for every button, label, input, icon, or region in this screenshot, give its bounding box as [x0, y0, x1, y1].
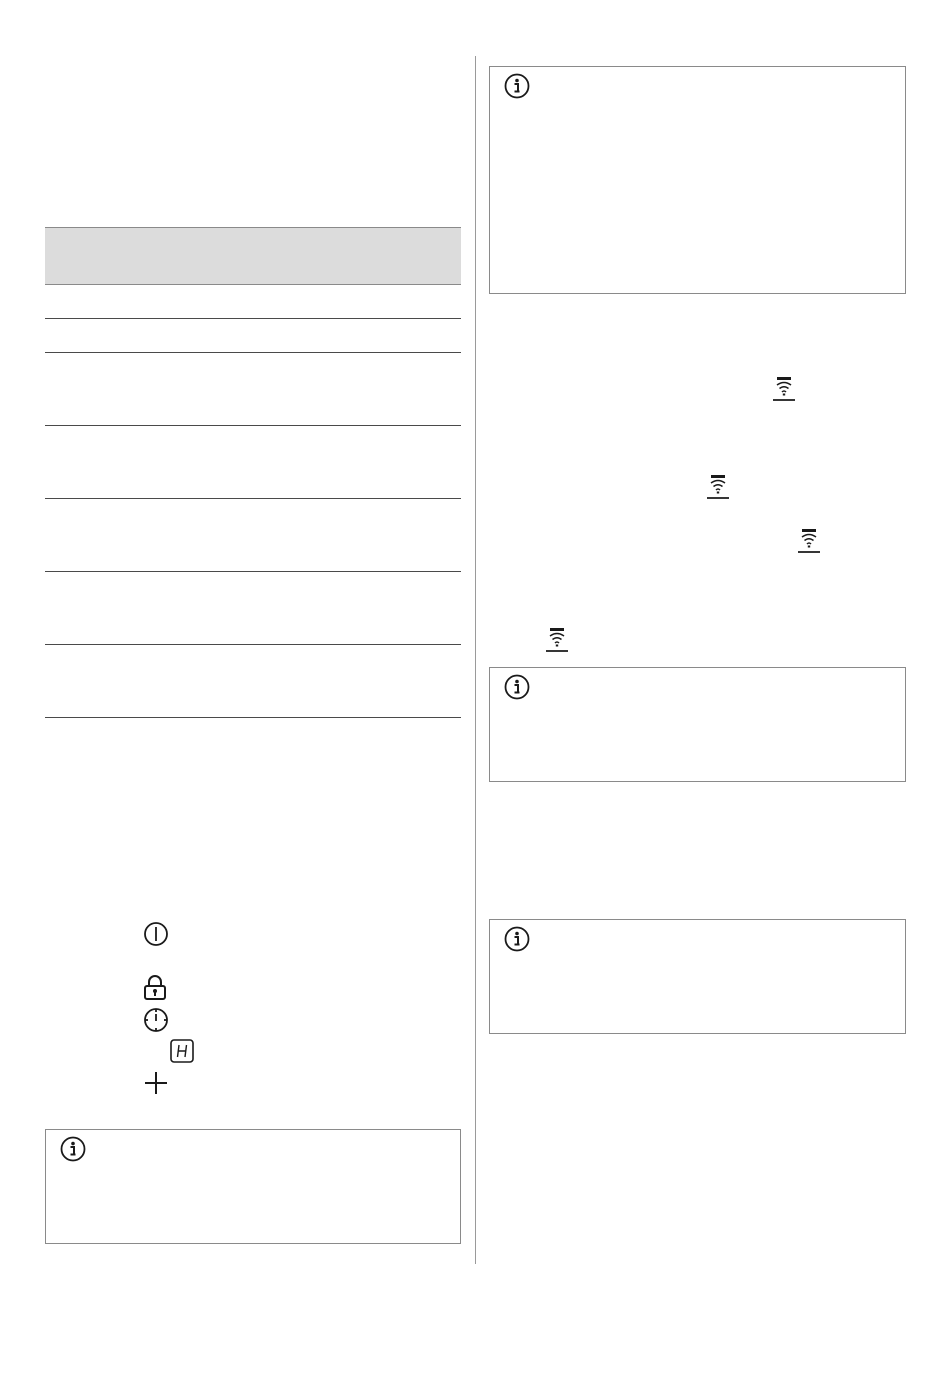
table-header-row: [45, 227, 461, 285]
h-display-icon: [170, 1039, 194, 1063]
table-row-divider: [45, 498, 461, 499]
info-icon: [504, 926, 530, 952]
hob2hood-icon: [797, 528, 821, 554]
info-note-box: [489, 667, 906, 782]
on-off-icon: [143, 921, 169, 947]
info-icon: [504, 674, 530, 700]
hob2hood-icon: [772, 376, 796, 402]
timer-icon: [143, 1007, 169, 1033]
info-icon: [504, 73, 530, 99]
column-divider: [475, 56, 476, 1264]
table-row-divider: [45, 571, 461, 572]
hob2hood-icon: [545, 627, 569, 653]
lock-icon: [143, 975, 167, 1001]
info-icon: [60, 1136, 86, 1162]
hob2hood-icon: [706, 474, 730, 500]
table-row-divider: [45, 644, 461, 645]
table-row-divider: [45, 717, 461, 718]
table-row-divider: [45, 352, 461, 353]
info-note-box: [489, 919, 906, 1034]
table-row-divider: [45, 425, 461, 426]
table-row-divider: [45, 318, 461, 319]
info-note-box: [45, 1129, 461, 1244]
plus-icon: [143, 1070, 169, 1096]
info-note-box: [489, 66, 906, 294]
